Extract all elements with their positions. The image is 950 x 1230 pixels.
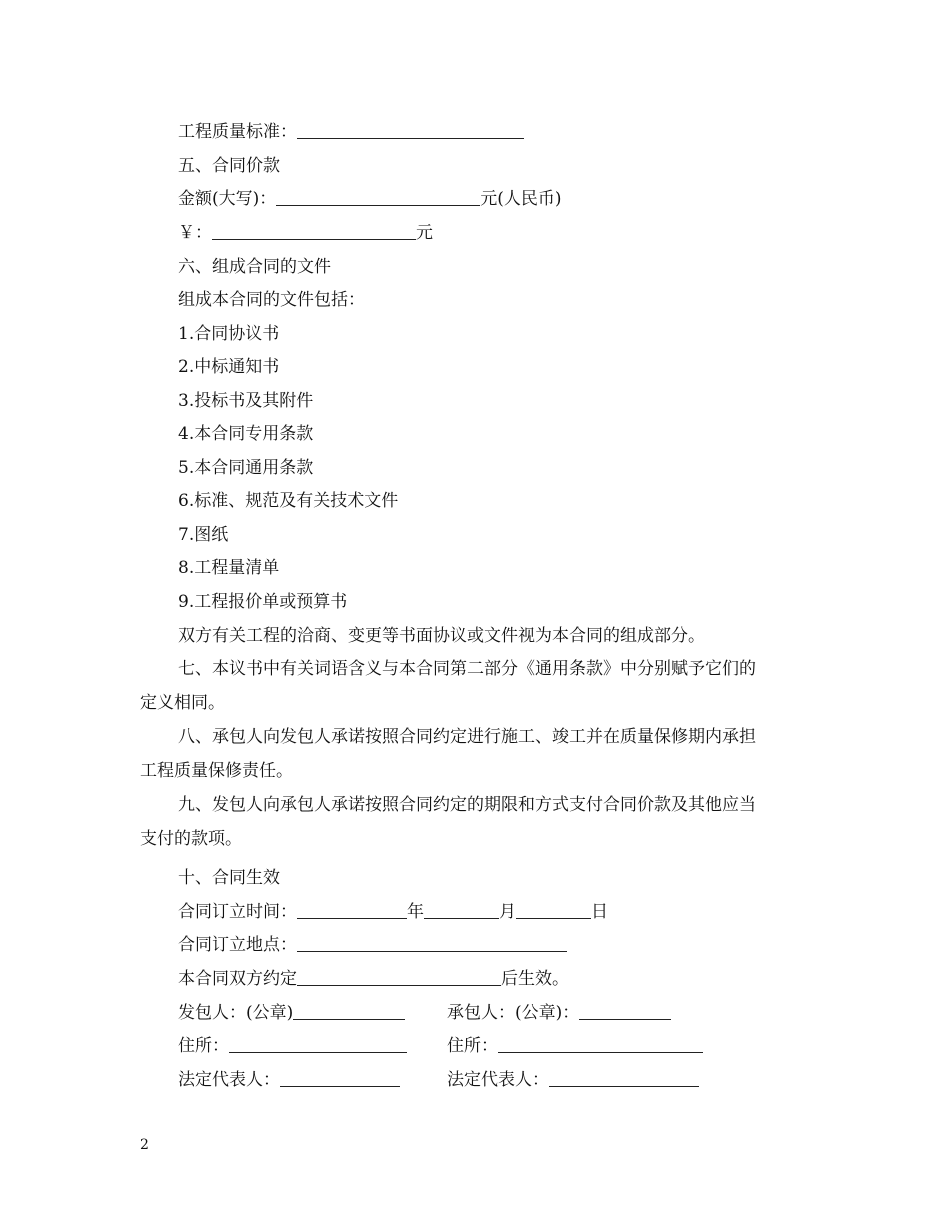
amount-upper-unit: 元(人民币) [480, 189, 562, 209]
docs-item: 7.图纸 [178, 525, 229, 545]
docs-item: 1.合同协议书 [178, 324, 280, 344]
quality-standard-blank [297, 122, 524, 139]
day-label: 日 [591, 902, 608, 922]
sign-month-blank [424, 902, 499, 919]
amount-number-blank [212, 223, 416, 240]
month-label: 月 [499, 902, 516, 922]
employer-label: 发包人：(公章) [178, 1003, 294, 1023]
employer-rep-blank [280, 1070, 400, 1087]
page-number: 2 [140, 1137, 149, 1153]
sign-time-line [178, 901, 608, 923]
sign-year-blank [297, 902, 407, 919]
sign-place-label: 合同订立地点： [178, 935, 297, 955]
docs-intro: 组成本合同的文件包括： [178, 290, 365, 310]
agreement-blank [297, 969, 501, 986]
price-heading: 五、合同价款 [178, 156, 280, 176]
contractor-address-label: 住所： [447, 1036, 498, 1056]
sign-time-label: 合同订立时间： [178, 902, 297, 922]
docs-item: 3.投标书及其附件 [178, 391, 314, 411]
amount-upper-label: 金额(大写)： [178, 189, 277, 209]
contractor-address-blank [498, 1036, 703, 1053]
contractor-address-line [447, 1035, 703, 1057]
amount-number-unit: 元 [416, 223, 433, 243]
clause-7-line-2: 定义相同。 [140, 693, 225, 713]
amount-upper-blank [276, 189, 480, 206]
effect-heading: 十、合同生效 [178, 868, 280, 888]
amount-upper-line [178, 188, 562, 210]
employer-seal-blank [293, 1003, 405, 1020]
sign-place-line [178, 934, 567, 956]
contractor-rep-line [447, 1069, 699, 1091]
agreement-suffix: 后生效。 [501, 969, 569, 989]
employer-address-blank [229, 1036, 407, 1053]
contractor-line [447, 1002, 671, 1024]
contractor-seal-blank [579, 1003, 671, 1020]
docs-item: 9.工程报价单或预算书 [178, 592, 348, 612]
clause-8-line-2: 工程质量保修责任。 [140, 761, 293, 781]
clause-7-line-1: 七、本议书中有关词语含义与本合同第二部分《通用条款》中分别赋予它们的 [178, 659, 756, 679]
docs-item: 4.本合同专用条款 [178, 424, 314, 444]
docs-item: 8.工程量清单 [178, 558, 280, 578]
docs-item: 2.中标通知书 [178, 357, 280, 377]
employer-line [178, 1002, 405, 1024]
contractor-label: 承包人：(公章)： [447, 1003, 580, 1023]
employer-rep-label: 法定代表人： [178, 1070, 280, 1090]
contractor-rep-blank [549, 1070, 699, 1087]
docs-note: 双方有关工程的洽商、变更等书面协议或文件视为本合同的组成部分。 [178, 626, 705, 646]
employer-rep-line [178, 1069, 400, 1091]
clause-8-line-1: 八、承包人向发包人承诺按照合同约定进行施工、竣工并在质量保修期内承担 [178, 727, 756, 747]
year-label: 年 [407, 902, 424, 922]
agreement-prefix: 本合同双方约定 [178, 969, 297, 989]
employer-address-label: 住所： [178, 1036, 229, 1056]
agreement-line [178, 968, 569, 990]
clause-9-line-1: 九、发包人向承包人承诺按照合同约定的期限和方式支付合同价款及其他应当 [178, 795, 756, 815]
docs-heading: 六、组成合同的文件 [178, 257, 331, 277]
docs-item: 5.本合同通用条款 [178, 458, 314, 478]
amount-number-label: ￥： [178, 223, 212, 243]
contractor-rep-label: 法定代表人： [447, 1070, 549, 1090]
amount-number-line [178, 222, 433, 244]
sign-day-blank [516, 902, 591, 919]
quality-standard-label: 工程质量标准： [178, 122, 297, 142]
docs-item: 6.标准、规范及有关技术文件 [178, 491, 399, 511]
employer-address-line [178, 1035, 407, 1057]
sign-place-blank [297, 935, 567, 952]
clause-9-line-2: 支付的款项。 [140, 829, 242, 849]
quality-standard-line [178, 121, 524, 143]
